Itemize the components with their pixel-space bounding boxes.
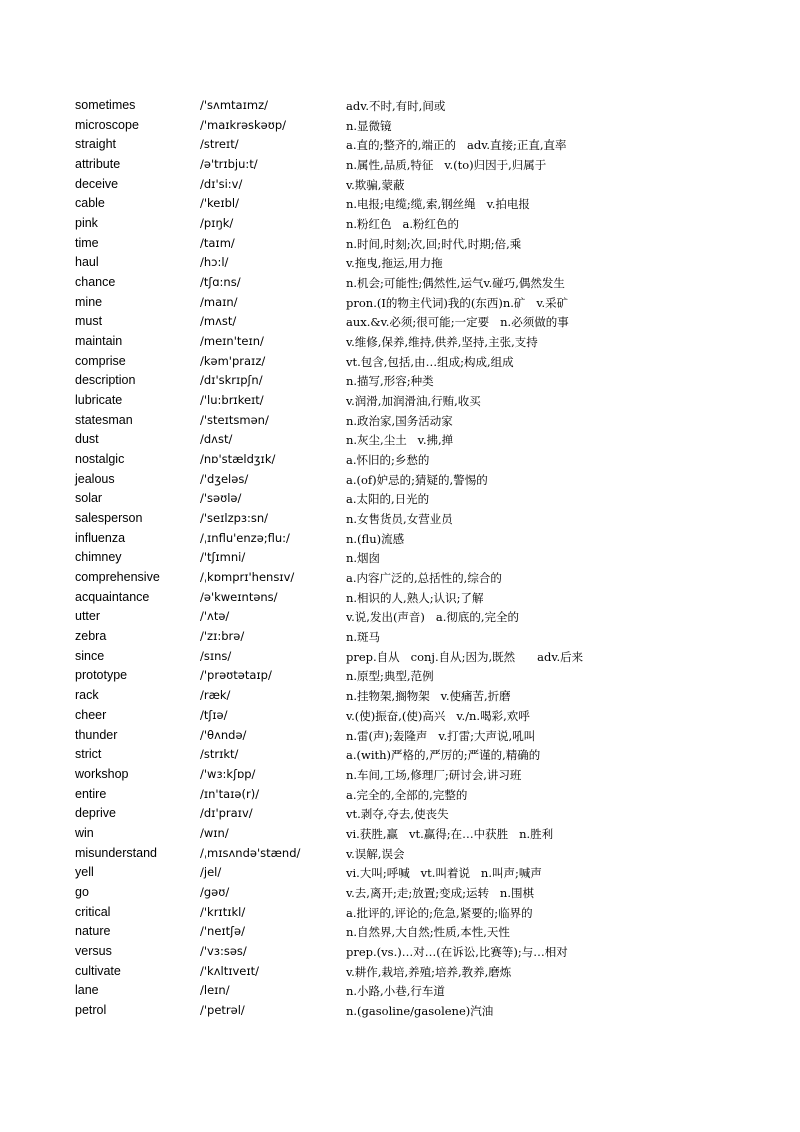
vocab-row [0, 470, 800, 490]
vocab-definition: n.电报;电缆;缆,索,钢丝绳 v.拍电报 [346, 197, 530, 212]
vocab-row [0, 214, 800, 234]
vocab-phonetic: /maɪn/ [200, 294, 238, 309]
vocab-word: lane [75, 983, 99, 998]
vocab-phonetic: /wɪn/ [200, 825, 229, 840]
vocab-definition: pron.(I的物主代词)我的(东西)n.矿 v.采矿 [346, 295, 569, 310]
vocab-definition: n.显微镜 [346, 118, 392, 133]
vocab-phonetic: /hɔ:l/ [200, 255, 229, 270]
vocab-word: misunderstand [75, 845, 157, 860]
vocab-row [0, 981, 800, 1001]
vocab-phonetic: /ə'trɪbju:t/ [200, 157, 258, 172]
vocab-definition: prep.(vs.)…对…(在诉讼,比赛等);与…相对 [346, 944, 568, 959]
vocab-word: pink [75, 216, 98, 231]
vocab-phonetic: /streɪt/ [200, 137, 239, 152]
vocab-word: description [75, 373, 136, 388]
vocab-word: time [75, 235, 99, 250]
vocab-phonetic: /dɪ'si:v/ [200, 176, 243, 191]
vocab-word: cheer [75, 707, 107, 722]
vocab-word: strict [75, 747, 102, 762]
vocab-word: statesman [75, 412, 133, 427]
vocab-row [0, 726, 800, 746]
vocab-phonetic: /ræk/ [200, 688, 231, 703]
vocab-definition: n.相识的人,熟人;认识;了解 [346, 590, 484, 605]
vocab-definition: v.(使)振奋,(使)高兴 v./n.喝彩,欢呼 [346, 708, 530, 723]
vocab-row [0, 332, 800, 352]
vocab-word: utter [75, 609, 101, 624]
vocab-word: chimney [75, 550, 122, 565]
vocab-word: salesperson [75, 511, 143, 526]
vocab-row [0, 844, 800, 864]
vocab-definition: n.政治家,国务活动家 [346, 413, 453, 428]
vocab-phonetic: /'lu:brɪkeɪt/ [200, 393, 264, 408]
vocab-definition: n.斑马 [346, 630, 381, 645]
vocab-phonetic: /sɪns/ [200, 648, 232, 663]
vocab-row [0, 391, 800, 411]
vocabulary-list [0, 96, 800, 1021]
vocab-phonetic: /dʌst/ [200, 432, 233, 447]
vocab-phonetic: /'petrəl/ [200, 1002, 245, 1017]
vocab-word: rack [75, 688, 99, 703]
vocab-phonetic: /ˌɪnflu'enzə;flu:/ [200, 530, 290, 545]
vocab-word: cultivate [75, 963, 121, 978]
vocab-definition: vt.剥夺,夺去,使丧失 [346, 807, 449, 822]
vocab-row [0, 194, 800, 214]
vocab-phonetic: /'keɪbl/ [200, 196, 240, 211]
vocab-word: comprehensive [75, 570, 160, 585]
vocab-phonetic: /meɪn'teɪn/ [200, 334, 264, 349]
vocab-row [0, 804, 800, 824]
vocab-row [0, 824, 800, 844]
vocab-definition: n.粉红色 a.粉红色的 [346, 217, 460, 232]
vocab-definition: a.(of)妒忌的;猜疑的,警惕的 [346, 472, 488, 487]
vocab-row [0, 863, 800, 883]
vocab-definition: adv.不时,有时,间或 [346, 99, 446, 113]
vocab-word: lubricate [75, 393, 123, 408]
vocab-definition: prep.自从 conj.自从;因为,既然 adv.后来 [346, 649, 584, 664]
vocab-word: workshop [75, 766, 129, 781]
vocab-word: versus [75, 943, 112, 958]
vocab-definition: vi.大叫;呼喊 vt.叫着说 n.叫声;喊声 [346, 866, 542, 881]
vocab-word: must [75, 314, 103, 329]
vocab-phonetic: /'kʌltɪveɪt/ [200, 963, 260, 978]
vocab-phonetic: /'sʌmtaɪmz/ [200, 98, 268, 112]
vocab-word: attribute [75, 157, 121, 172]
vocab-row [0, 489, 800, 509]
vocab-word: solar [75, 491, 103, 506]
vocab-row [0, 903, 800, 923]
vocab-row [0, 96, 800, 116]
vocab-word: haul [75, 255, 99, 270]
vocab-phonetic: /'dʒeləs/ [200, 471, 249, 486]
vocab-row [0, 745, 800, 765]
vocab-row [0, 686, 800, 706]
vocab-phonetic: /tʃɪə/ [200, 707, 228, 722]
vocab-word: deceive [75, 176, 119, 191]
vocab-definition: vt.包含,包括,由…组成;构成,组成 [346, 354, 514, 369]
vocab-phonetic: /tʃɑ:ns/ [200, 275, 241, 290]
vocab-phonetic: /'prəʊtətaɪp/ [200, 668, 272, 683]
vocab-phonetic: /'θʌndə/ [200, 727, 247, 742]
vocab-definition: v.润滑,加润滑油,行贿,收买 [346, 394, 481, 409]
vocab-word: influenza [75, 530, 126, 545]
vocab-definition: v.拖曳,拖运,用力拖 [346, 256, 443, 271]
vocab-word: entire [75, 786, 107, 801]
vocab-row [0, 765, 800, 785]
vocab-word: sometimes [75, 98, 136, 112]
vocab-row [0, 548, 800, 568]
vocab-row [0, 666, 800, 686]
vocab-definition: n.原型;典型,范例 [346, 669, 434, 684]
vocab-phonetic: /'səʊlə/ [200, 491, 242, 506]
vocab-word: maintain [75, 334, 123, 349]
vocab-row [0, 509, 800, 529]
vocab-word: nature [75, 924, 111, 939]
vocab-definition: n.时间,时刻;次,回;时代,时期;倍,乘 [346, 236, 522, 251]
vocab-row [0, 411, 800, 431]
vocab-row [0, 785, 800, 805]
vocab-row [0, 922, 800, 942]
vocab-phonetic: /'krɪtɪkl/ [200, 904, 246, 919]
vocab-word: since [75, 648, 105, 663]
vocab-definition: vi.获胜,赢 vt.赢得;在…中获胜 n.胜利 [346, 826, 554, 841]
vocab-definition: n.自然界,大自然;性质,本性,天性 [346, 925, 510, 940]
vocab-definition: n.雷(声);轰隆声 v.打雷;大声说,吼叫 [346, 728, 536, 743]
vocab-definition: n.烟囱 [346, 551, 381, 566]
vocab-definition: n.(flu)流感 [346, 531, 405, 546]
vocab-definition: aux.&v.必须;很可能;一定要 n.必须做的事 [346, 315, 569, 330]
vocab-phonetic: /'steɪtsmən/ [200, 412, 269, 427]
vocab-definition: n.小路,小巷,行车道 [346, 984, 445, 999]
vocab-word: chance [75, 275, 116, 290]
vocab-definition: a.怀旧的;乡愁的 [346, 453, 430, 468]
vocab-row [0, 293, 800, 313]
vocab-definition: n.挂物架,搁物架 v.使痛苦,折磨 [346, 689, 511, 704]
vocab-row [0, 588, 800, 608]
vocab-definition: v.去,离开;走;放置;变成;运转 n.围棋 [346, 885, 534, 900]
vocab-row [0, 529, 800, 549]
vocab-row [0, 568, 800, 588]
vocab-row [0, 273, 800, 293]
vocab-phonetic: /'neɪtʃə/ [200, 924, 245, 939]
vocab-row [0, 942, 800, 962]
vocab-row [0, 312, 800, 332]
vocab-phonetic: /kəm'praɪz/ [200, 353, 266, 368]
vocab-word: petrol [75, 1002, 107, 1017]
vocab-definition: n.(gasoline/gasolene)汽油 [346, 1003, 494, 1018]
vocab-phonetic: /pɪŋk/ [200, 216, 234, 231]
vocab-row [0, 352, 800, 372]
vocab-definition: v.说,发出(声音) a.彻底的,完全的 [346, 610, 520, 625]
vocab-word: comprise [75, 353, 126, 368]
vocab-definition: a.太阳的,日光的 [346, 492, 430, 507]
vocab-phonetic: /jel/ [200, 865, 222, 880]
vocab-phonetic: /'zɪ:brə/ [200, 629, 245, 644]
vocab-phonetic: /ə'kweɪntəns/ [200, 589, 278, 604]
vocab-phonetic: /dɪ'praɪv/ [200, 806, 253, 821]
vocab-definition: v.耕作,栽培,养殖;培养,教养,磨炼 [346, 964, 512, 979]
vocab-row [0, 135, 800, 155]
vocab-definition: n.机会;可能性;偶然性,运气v.碰巧,偶然发生 [346, 276, 565, 291]
vocab-row [0, 116, 800, 136]
vocab-word: critical [75, 904, 111, 919]
vocab-definition: n.车间,工场,修理厂;研讨会,讲习班 [346, 767, 522, 782]
vocab-phonetic: /mʌst/ [200, 314, 237, 329]
vocab-definition: n.属性,品质,特征 v.(to)归因于,归属于 [346, 158, 547, 173]
vocab-word: deprive [75, 806, 116, 821]
vocab-row [0, 371, 800, 391]
vocab-word: jealous [75, 471, 115, 486]
vocab-row [0, 175, 800, 195]
vocab-phonetic: /ɪn'taɪə(r)/ [200, 786, 260, 801]
vocab-row [0, 647, 800, 667]
vocab-word: thunder [75, 727, 118, 742]
vocab-word: yell [75, 865, 94, 880]
vocab-phonetic: /'maɪkrəskəʊp/ [200, 117, 287, 132]
vocab-word: mine [75, 294, 103, 309]
vocab-definition: n.女售货员,女营业员 [346, 512, 453, 527]
vocab-row [0, 962, 800, 982]
vocab-row [0, 627, 800, 647]
vocab-phonetic: /ˌmɪsʌndə'stænd/ [200, 845, 301, 860]
vocab-row [0, 253, 800, 273]
vocab-row [0, 450, 800, 470]
vocab-row [0, 234, 800, 254]
vocab-row [0, 155, 800, 175]
vocab-word: dust [75, 432, 99, 447]
vocab-word: go [75, 884, 89, 899]
vocab-phonetic: /strɪkt/ [200, 747, 239, 762]
vocab-word: acquaintance [75, 589, 150, 604]
vocab-row [0, 607, 800, 627]
vocab-phonetic: /'ʌtə/ [200, 609, 230, 624]
vocab-phonetic: /nɒ'stældʒɪk/ [200, 452, 276, 467]
vocab-word: straight [75, 137, 116, 152]
vocab-phonetic: /'vɜ:səs/ [200, 943, 247, 958]
vocab-word: cable [75, 196, 105, 211]
vocab-phonetic: /'tʃɪmni/ [200, 550, 246, 565]
vocab-definition: a.内容广泛的,总括性的,综合的 [346, 571, 502, 586]
vocab-phonetic: /'wɜ:kʃɒp/ [200, 766, 256, 781]
vocab-definition: v.维修,保养,维持,供养,坚持,主张,支持 [346, 335, 538, 350]
vocab-phonetic: /gəʊ/ [200, 884, 230, 899]
vocab-word: zebra [75, 629, 107, 644]
vocab-definition: a.完全的,全部的,完整的 [346, 787, 468, 802]
vocab-definition: v.误解,误会 [346, 846, 405, 861]
vocab-definition: n.灰尘,尘土 v.拂,掸 [346, 433, 454, 448]
vocab-word: win [75, 825, 94, 840]
vocab-definition: a.批评的,评论的;危急,紧要的;临界的 [346, 905, 533, 920]
vocab-word: microscope [75, 117, 139, 132]
vocab-row [0, 430, 800, 450]
vocab-row [0, 1001, 800, 1021]
vocab-phonetic: /taɪm/ [200, 235, 235, 250]
vocab-phonetic: /dɪ'skrɪpʃn/ [200, 373, 263, 388]
vocab-definition: n.描写,形容;种类 [346, 374, 434, 389]
vocab-phonetic: /leɪn/ [200, 983, 230, 998]
vocab-phonetic: /ˌkɒmprɪ'hensɪv/ [200, 570, 295, 585]
vocab-definition: v.欺骗,蒙蔽 [346, 177, 405, 192]
vocab-word: nostalgic [75, 452, 125, 467]
vocab-row [0, 883, 800, 903]
vocab-phonetic: /'seɪlzpɜ:sn/ [200, 511, 269, 526]
vocab-definition: a.直的;整齐的,端正的 adv.直接;正直,直率 [346, 138, 567, 153]
vocab-word: prototype [75, 668, 128, 683]
vocab-definition: a.(with)严格的,严厉的;严谨的,精确的 [346, 748, 541, 763]
vocab-row [0, 706, 800, 726]
